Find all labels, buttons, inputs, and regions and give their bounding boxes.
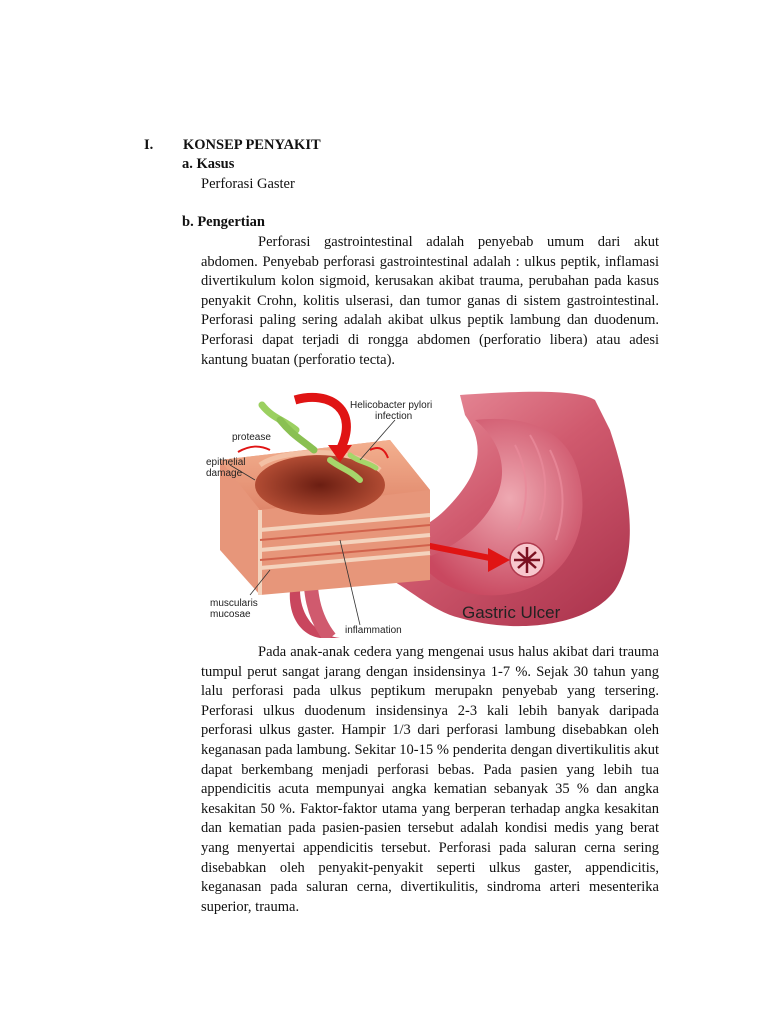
body-paragraph — [201, 643, 659, 917]
pengertian-paragraph-text: Perforasi gastrointestinal adalah penyebab umum dari akut abdomen. Penyebab perforasi gastrointestinal adalah : ulkus peptik, inflamasi divertikulum kolon sigmoid, kerusakan akibat trauma, perubahan pada kasus penyakit Crohn, kolitis ulserasi, dan tumor ganas di sistem gastrointestinal. Perforasi paling sering adalah akibat ulkus peptik lambung dan duodenum. Perforasi dapat terjadi di rongga abdomen (perforatio libera) atau adesi kantung buatan (perforatio tecta). — [201, 234, 659, 368]
hp-label: Helicobacter pylori — [350, 400, 433, 411]
section-numeral: I. — [144, 137, 154, 153]
ulcer-lesion-icon — [510, 543, 544, 577]
protease-label: protease — [232, 432, 271, 443]
kasus-heading: a. Kasus — [182, 156, 235, 172]
infection-label: infection — [375, 411, 413, 422]
gastric-ulcer-illustration — [200, 390, 640, 638]
tissue-cross-section — [220, 440, 430, 595]
pengertian-paragraph — [201, 233, 659, 370]
gastric-ulcer-label: Gastric Ulcer — [462, 603, 561, 622]
damage-label: damage — [206, 468, 243, 479]
kasus-text: Perforasi Gaster — [201, 176, 295, 192]
pengertian-heading: b. Pengertian — [182, 214, 265, 230]
muscularis-label: muscularis — [210, 598, 258, 609]
body-paragraph-text: Pada anak-anak cedera yang mengenai usus halus akibat dari trauma tumpul perut sangat jarang dengan insidensinya 1-7 %. Sejak 30 tahun yang lalu perforasi pada ulkus peptikum merupakn penyebab yang tersering. Perforasi ulkus duodenum insidensinya 2-3 kali lebih banyak daripada perforasi ulkus gaster. Hampir 1/3 dari perforasi lambung disebabkan oleh keganasan pada lambung. Sekitar 10-15 % penderita dengan divertikulitis akut dapat berkembang menjadi perforasi bebas. Pada pasien yang lebih tua appendicitis acuta mempunyai angka kematian sebanyak 35 % dan angka kesakitan 50 %. Faktor-faktor utama yang berperan terhadap angka kesakitan dan kematian pada pasien-pasien tersebut adalah kondisi medis yang berat yang menyertai appendicitis tersebut. Perforasi pada saluran cerna sering disebabkan oleh penyakit-penyakit seperti ulkus gaster, appendicitis, keganasan pada saluran cerna, divertikulitis, sindroma arteri mesenterika superior, trauma. — [201, 644, 659, 915]
mucosae-label: mucosae — [210, 609, 251, 620]
epithelial-label: epithelial — [206, 457, 246, 468]
section-title: KONSEP PENYAKIT — [183, 137, 321, 153]
inflammation-label: inflammation — [345, 625, 402, 636]
